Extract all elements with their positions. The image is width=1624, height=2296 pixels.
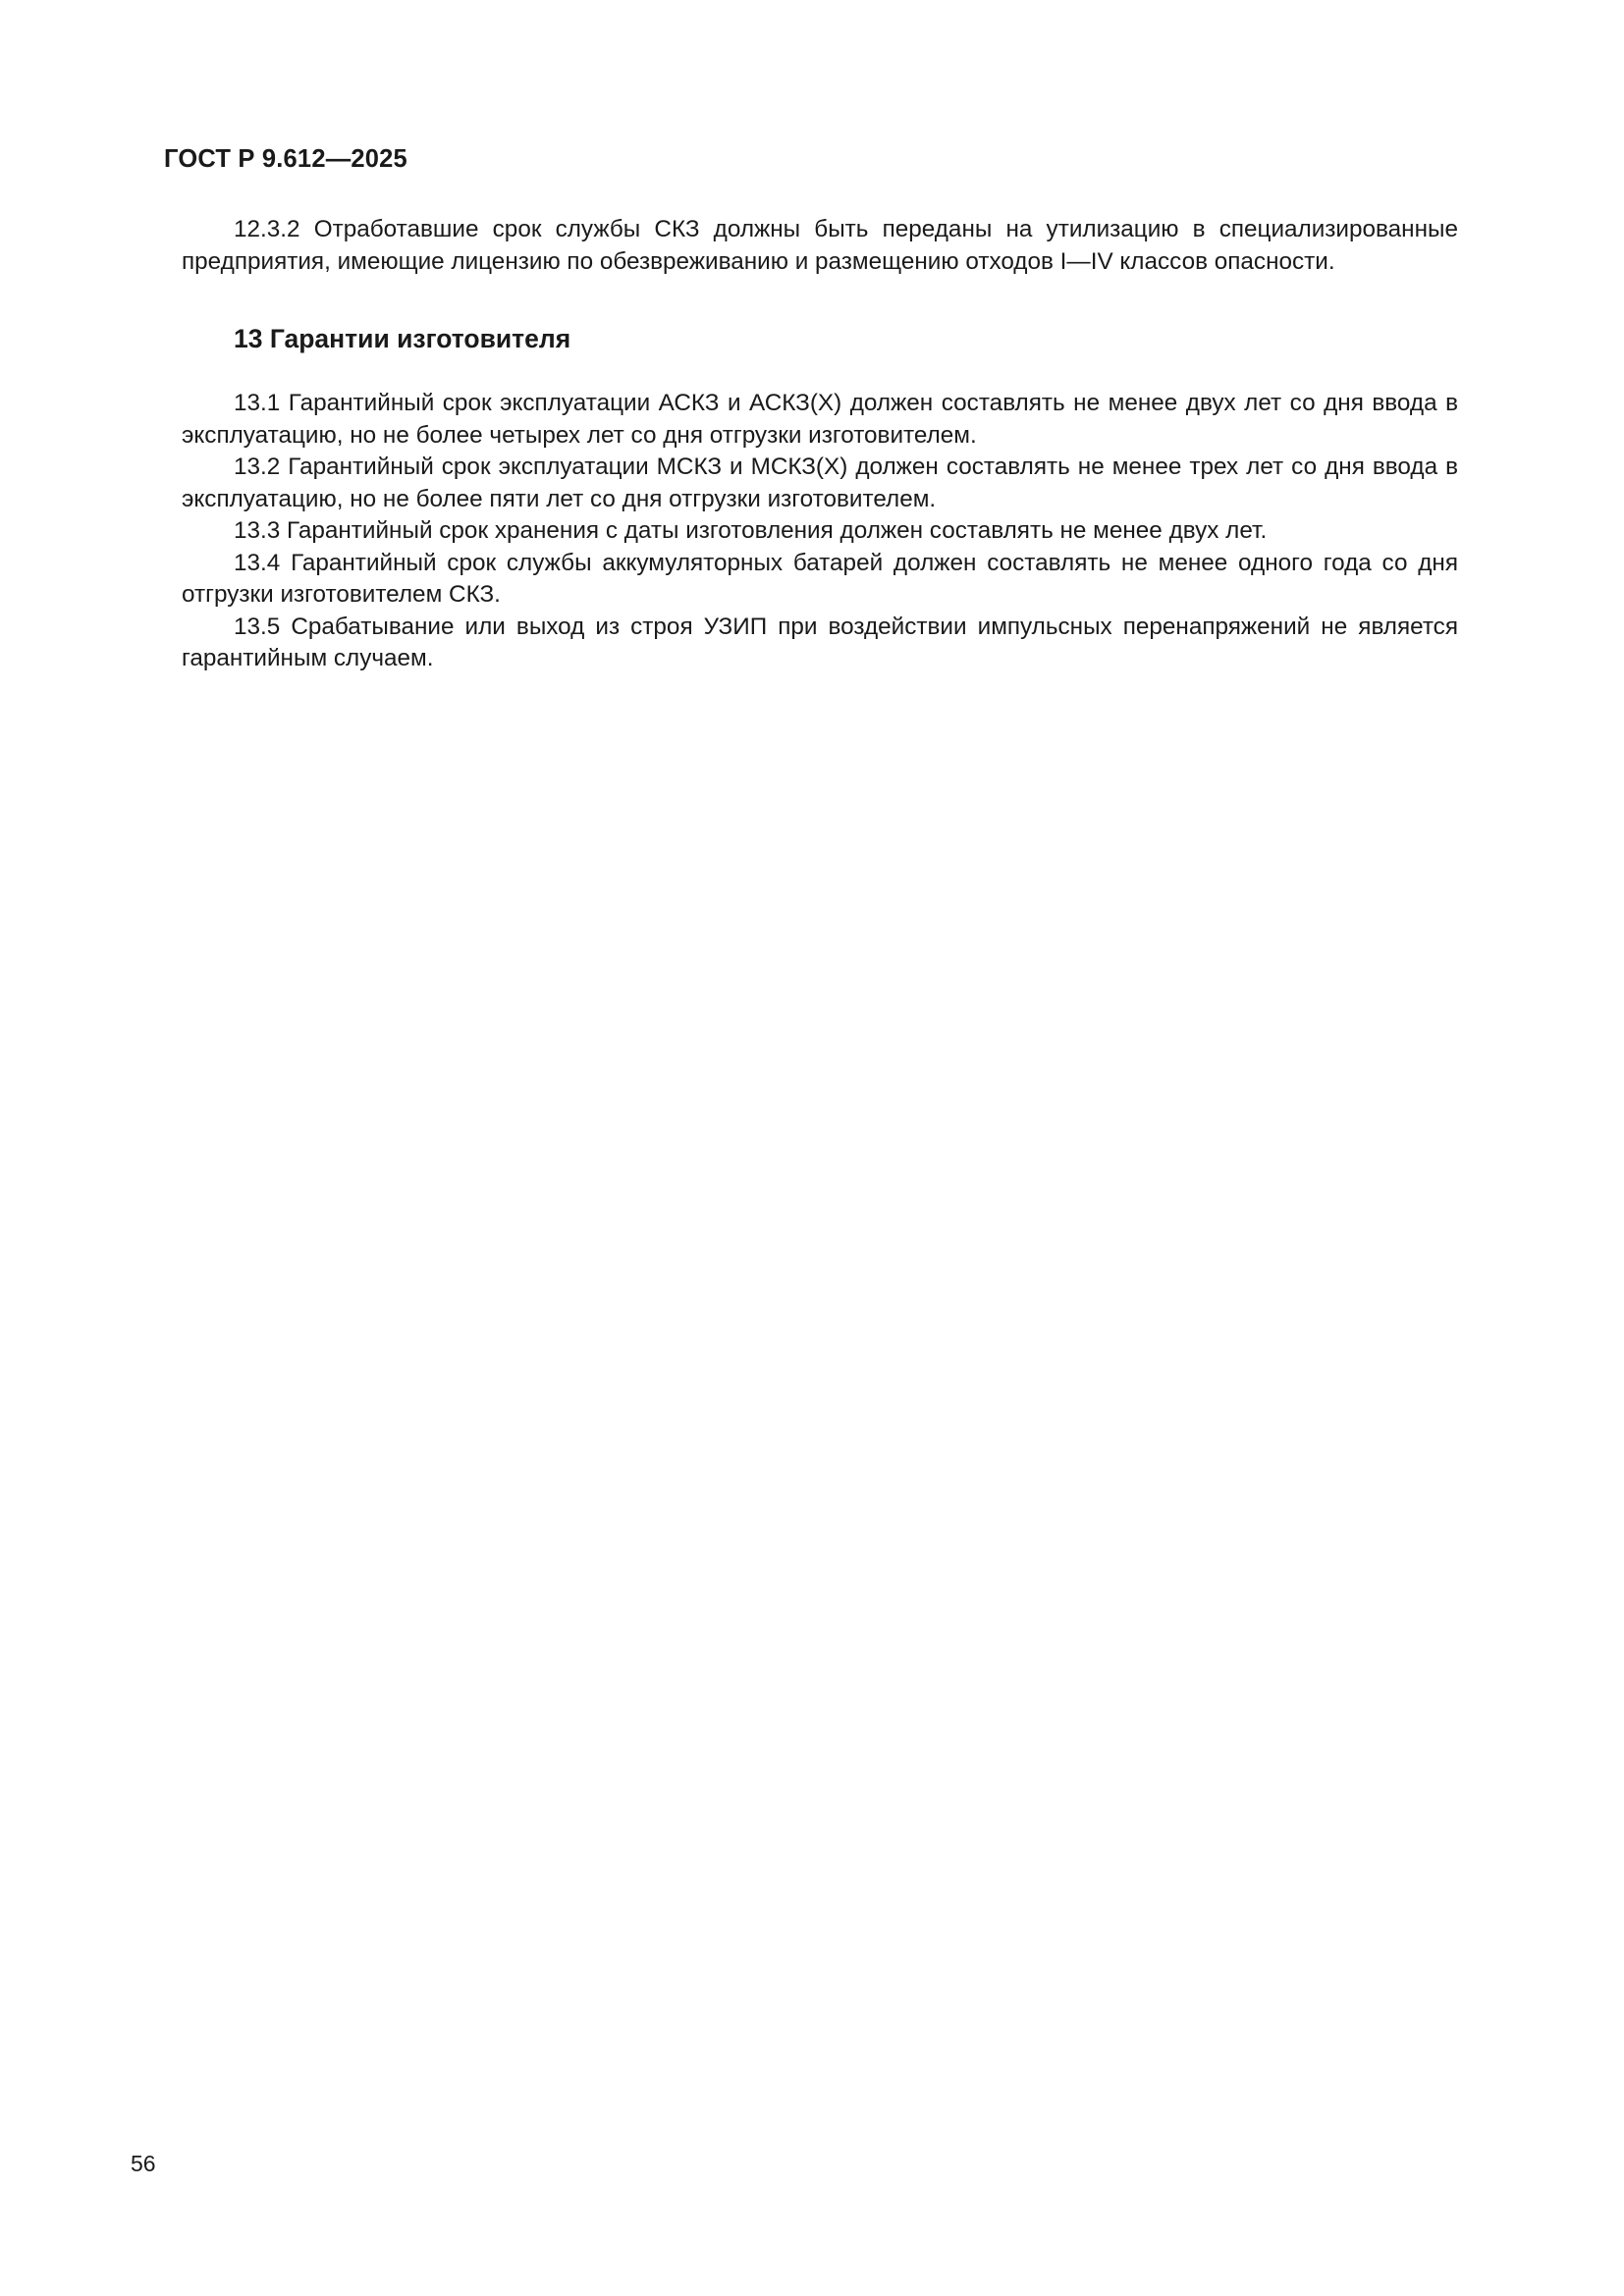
page-body <box>182 214 1458 675</box>
paragraph-13-5: 13.5 Срабатывание или выход из строя УЗИП при воздействии импульсных перенапряжений не является гарантийным случаем. <box>182 613 1458 671</box>
spacer-before-section-title <box>182 278 1458 323</box>
paragraph-13-4: 13.4 Гарантийный срок службы аккумуляторных батарей должен составлять не менее одного года со дня отгрузки изготовителем СКЗ. <box>182 549 1458 608</box>
paragraph-12-3-2: 12.3.2 Отработавшие срок службы СКЗ должны быть переданы на утилизацию в специализированные предприятия, имеющие лицензию по обезвреживанию и размещению отходов I—IV классов опасности. <box>182 216 1458 275</box>
page-number: 56 <box>131 2151 156 2176</box>
paragraph-13-3: 13.3 Гарантийный срок хранения с даты изготовления должен составлять не менее двух лет. <box>234 517 1268 544</box>
paragraph-13-2: 13.2 Гарантийный срок эксплуатации МСКЗ и МСКЗ(Х) должен составлять не менее трех лет со дня ввода в эксплуатацию, но не более пяти лет со дня отгрузки изготовителем. <box>182 454 1458 512</box>
spacer-after-section-title <box>182 354 1458 388</box>
page-header-standard-number: ГОСТ Р 9.612—2025 <box>164 145 407 173</box>
section-heading-13: 13 Гарантии изготовителя <box>234 324 571 353</box>
paragraph-13-1: 13.1 Гарантийный срок эксплуатации АСКЗ и АСКЗ(Х) должен составлять не менее двух лет со дня ввода в эксплуатацию, но не более четырех лет со дня отгрузки изготовителем. <box>182 390 1458 449</box>
